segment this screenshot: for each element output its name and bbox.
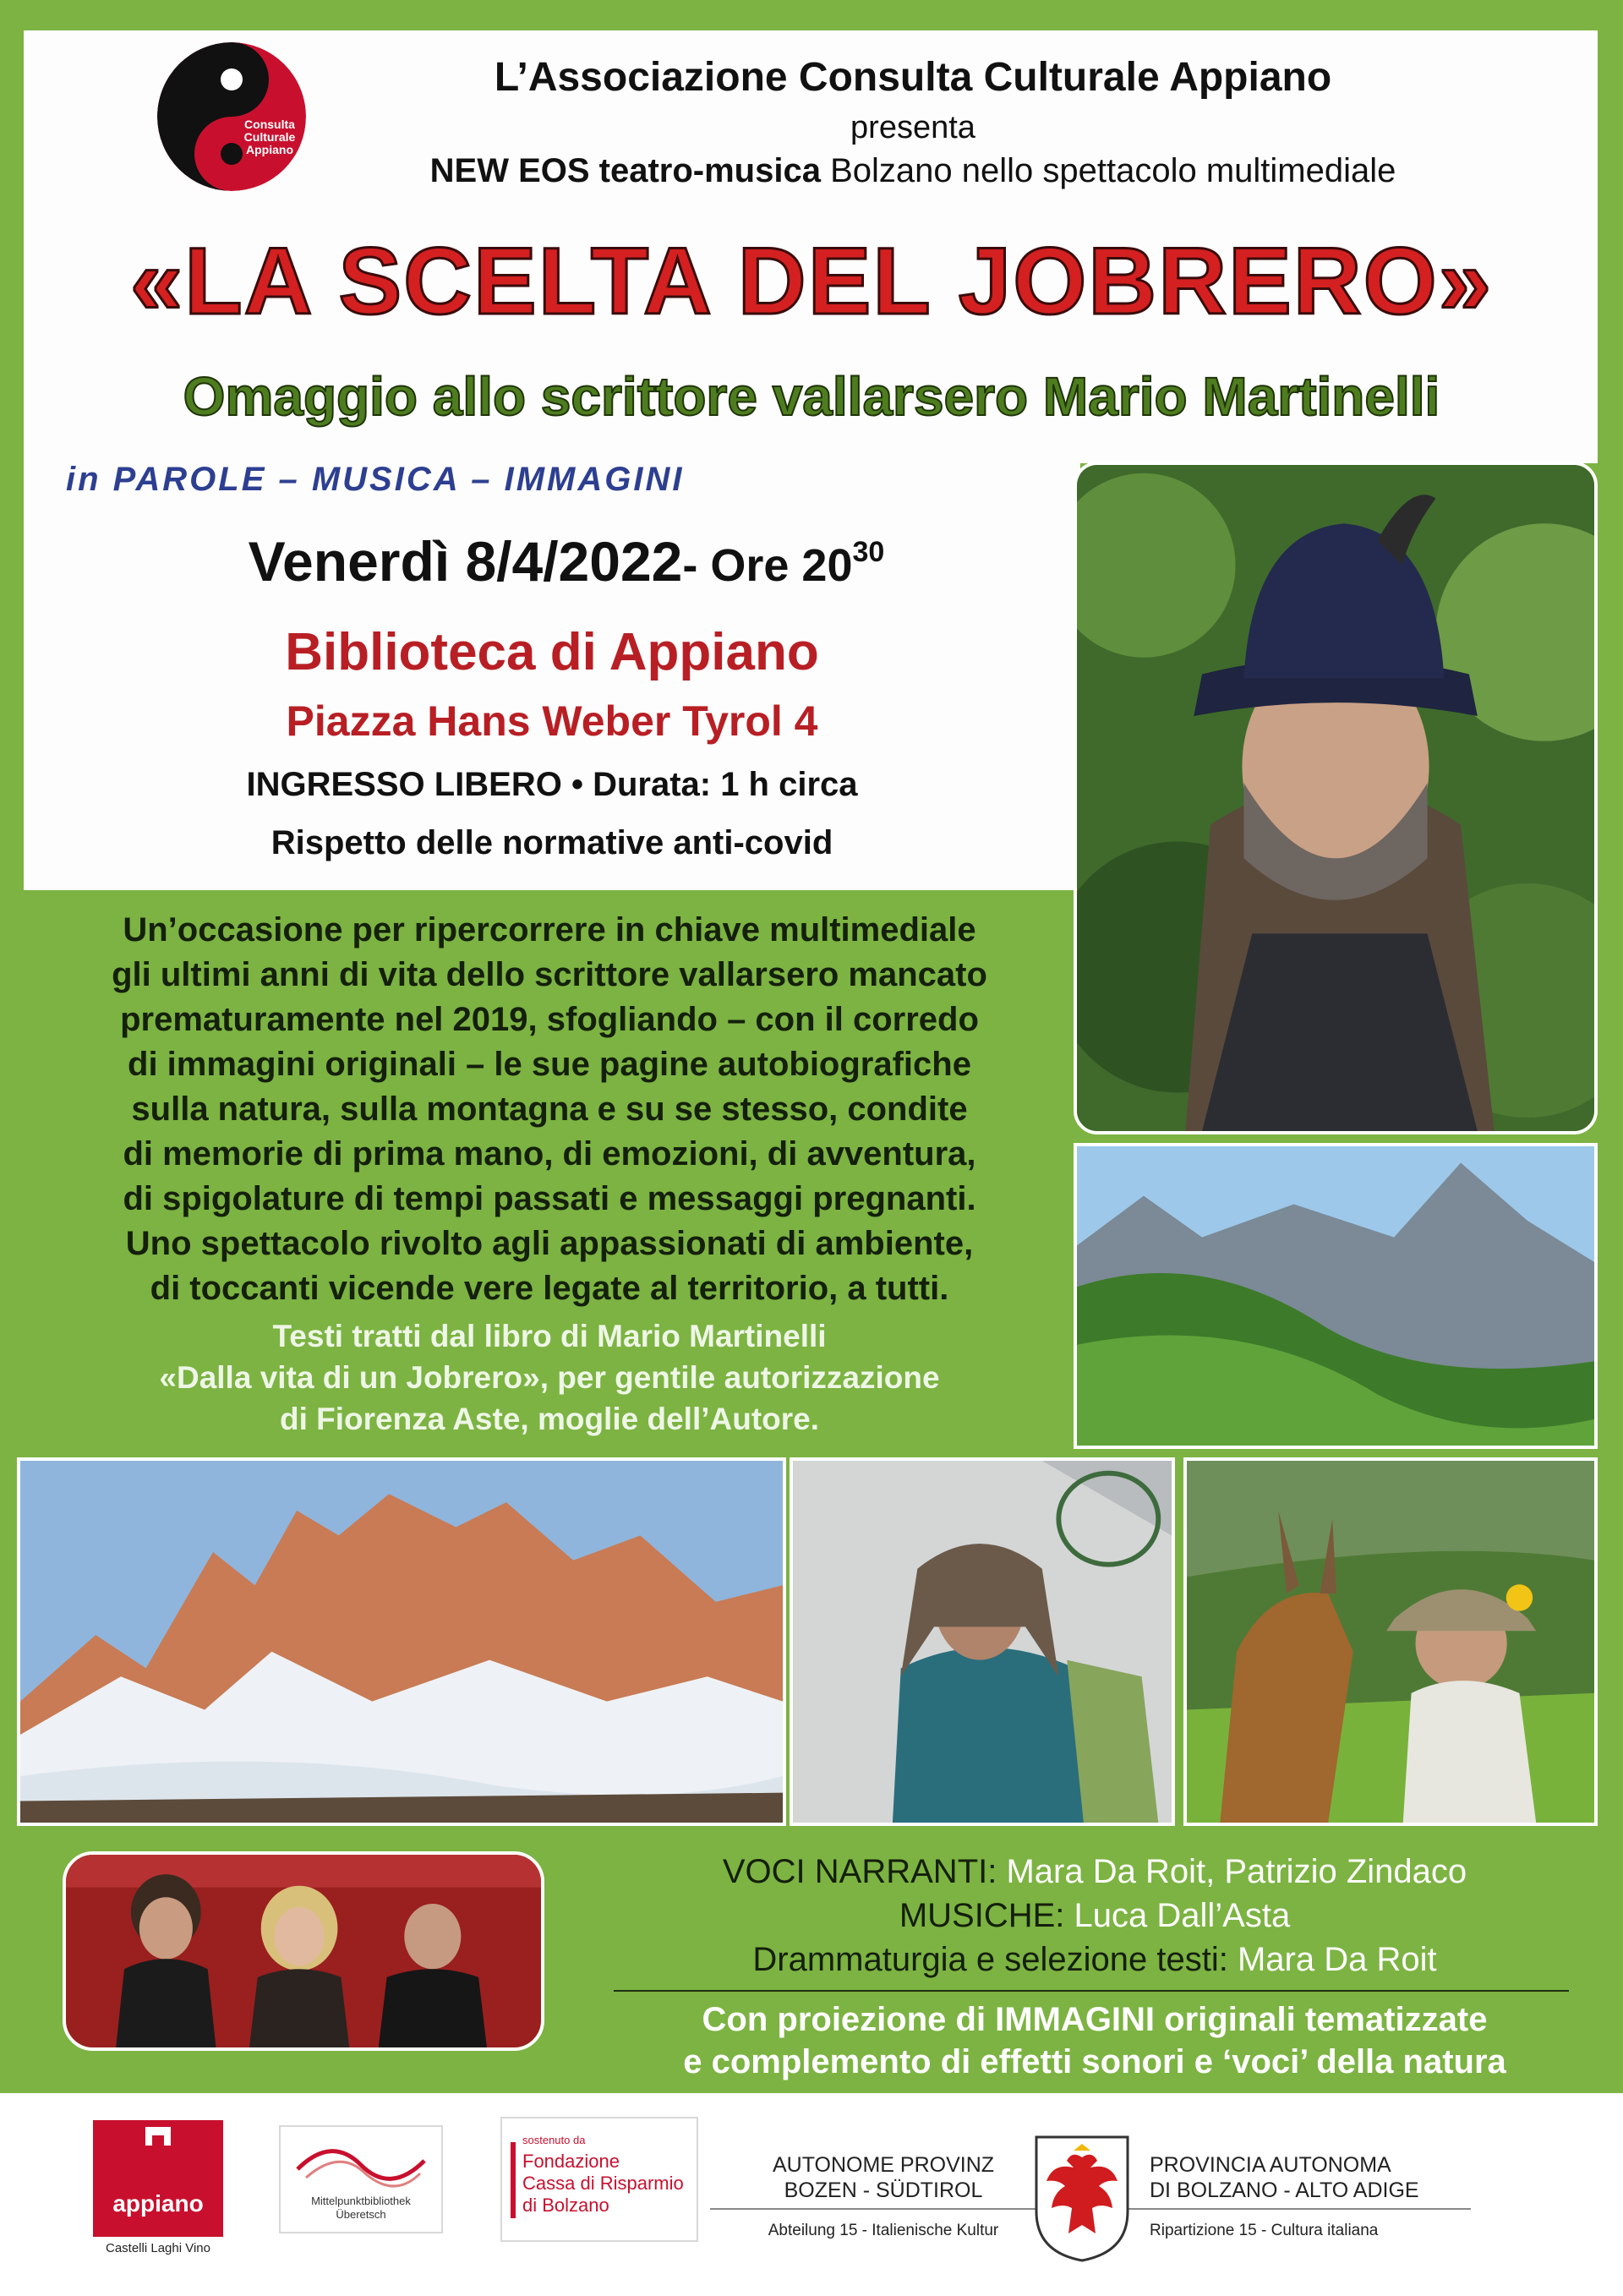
province-german	[744, 2152, 1023, 2203]
credits-divider	[614, 1990, 1569, 1992]
province-italian-line: DI BOLZANO - ALTO ADIGE	[1150, 2178, 1419, 2202]
company-name: NEW EOS teatro-musica	[429, 152, 821, 189]
voices-value: Mara Da Roit, Patrizio Zindaco	[997, 1853, 1467, 1890]
logo-text: Consulta Culturale Appiano	[243, 118, 296, 156]
event-entry: INGRESSO LIBERO • Durata: 1 h circa	[246, 766, 858, 803]
credits-line: di Fiorenza Aste, moglie dell’Autore.	[280, 1402, 819, 1436]
province-italian-line: PROVINCIA AUTONOMA	[1150, 2153, 1391, 2177]
event-minutes: 30	[852, 536, 885, 568]
description-line: di toccanti vicende vere legate al territorio, a tutti.	[150, 1270, 949, 1307]
description	[25, 908, 1074, 1311]
mittel-name: Mittelpunktbibliothek	[311, 2195, 411, 2207]
description-line: di spigolature di tempi passati e messaggi pregnanti.	[123, 1180, 976, 1217]
province-italian	[1150, 2152, 1505, 2203]
projection-note	[592, 1998, 1598, 2083]
music-label: MUSICHE:	[899, 1897, 1065, 1934]
hiker-photo	[790, 1457, 1175, 1826]
dramaturgy-label: Drammaturgia e selezione testi:	[752, 1941, 1228, 1978]
credits-line: Testi tratti dal libro di Mario Martinelli	[272, 1319, 827, 1353]
voices-label: VOCI NARRANTI:	[722, 1853, 997, 1890]
mittel-place: Überetsch	[336, 2208, 386, 2221]
event-date	[101, 529, 1031, 593]
appiano-name: appiano	[112, 2190, 204, 2217]
organizer: L’Associazione Consulta Culturale Appiano	[494, 55, 1332, 100]
event-address: Piazza Hans Weber Tyrol 4	[286, 697, 818, 745]
province-german-line: AUTONOME PROVINZ	[772, 2153, 995, 2177]
fondazione-line2: Cassa di Risparmio	[522, 2173, 684, 2194]
event-hour: - Ore 20	[682, 540, 853, 591]
portrait-photo	[1074, 462, 1598, 1134]
description-line: gli ultimi anni di vita dello scrittore vallarsero mancato	[112, 956, 987, 993]
voices-line	[592, 1850, 1598, 1894]
fondazione-pre: sostenuto da	[522, 2134, 586, 2146]
projection-line: e complemento di effetti sonori e ‘voci’ della natura	[683, 2043, 1506, 2080]
description-line: prematuramente nel 2019, sfogliando – con il corredo	[120, 1001, 979, 1038]
show-modes: in PAROLE – MUSICA – IMMAGINI	[66, 461, 685, 498]
mittelpunktbibliothek-logo-icon	[279, 2125, 443, 2233]
description-line: Uno spettacolo rivolto agli appassionati di ambiente,	[125, 1225, 974, 1262]
fondazione-line3: di Bolzano	[522, 2195, 609, 2216]
dramaturgy-value: Mara Da Roit	[1227, 1941, 1437, 1978]
cast-photo	[63, 1851, 544, 2051]
projection-line: Con proiezione di IMMAGINI originali tematizzate	[702, 2001, 1488, 2038]
dramaturgy-line	[592, 1938, 1598, 1982]
covid-notice: Rispetto delle normative anti-covid	[270, 824, 833, 861]
fondazione-line1: Fondazione	[522, 2151, 620, 2172]
company-line	[321, 152, 1505, 190]
province-german-line: BOZEN - SÜDTIROL	[784, 2178, 983, 2202]
snowy-peaks-photo	[17, 1457, 786, 1826]
description-line: di immagini originali – le sue pagine autobiografiche	[128, 1046, 971, 1083]
description-line: Un’occasione per ripercorrere in chiave multimediale	[123, 911, 976, 948]
credits-line: «Dalla vita di un Jobrero», per gentile autorizzazione	[159, 1360, 940, 1395]
music-line	[592, 1894, 1598, 1938]
province-italian-department: Ripartizione 15 - Cultura italiana	[1150, 2222, 1379, 2239]
appiano-logo-icon	[93, 2120, 223, 2255]
mountain-landscape-photo	[1074, 1143, 1598, 1449]
description-line: sulla natura, sulla montagna e su se stesso, condite	[131, 1091, 968, 1128]
appiano-tagline: Castelli Laghi Vino	[106, 2241, 210, 2255]
consulta-logo-icon	[157, 42, 306, 191]
presents-label: presenta	[850, 110, 975, 145]
cast-credits	[592, 1850, 1598, 1982]
goat-photo	[1183, 1457, 1598, 1826]
text-credits	[25, 1315, 1074, 1440]
province-german-department: Abteilung 15 - Italienische Kultur	[768, 2222, 999, 2239]
show-title: «LA SCELTA DEL JOBRERO»	[129, 228, 1494, 334]
description-line: di memorie di prima mano, di emozioni, di avventura,	[123, 1135, 976, 1173]
show-subtitle: Omaggio allo scrittore vallarsero Mario Martinelli	[183, 366, 1440, 427]
music-value: Luca Dall’Asta	[1064, 1897, 1291, 1934]
yin-yang-logo-icon	[157, 42, 306, 191]
event-venue: Biblioteca di Appiano	[285, 623, 819, 681]
event-day: Venerdì 8/4/2022	[248, 530, 683, 593]
fondazione-logo-icon	[500, 2117, 698, 2242]
tyrolean-eagle-icon	[1033, 2134, 1131, 2262]
company-description: Bolzano nello spettacolo multimediale	[820, 152, 1396, 189]
